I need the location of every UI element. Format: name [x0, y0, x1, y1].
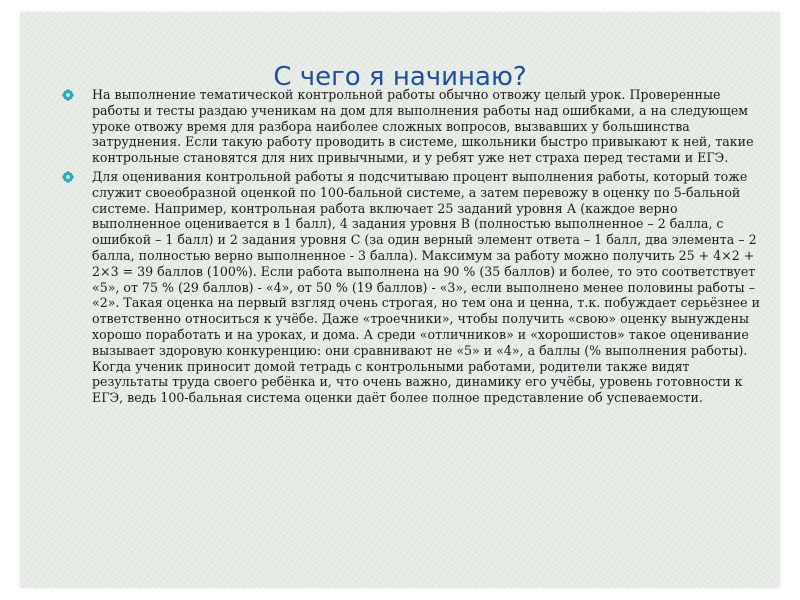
bullet-paragraph	[62, 169, 762, 406]
bullet-paragraph	[62, 87, 762, 166]
slide-content	[62, 87, 762, 409]
bullet-text: Для оценивания контрольной работы я подсчитываю процент выполнения работы, который тоже служит своеобразной оценкой по 100-бальной системе, а затем перевожу в оценку по 5-бальной системе. Например, контрольная работа включает 25 заданий уровня А (каждое верно выполненное оценивается в 1 балл), 4 задания уровня В (полностью выполненное – 2 балла, с ошибкой – 1 балл) и 2 задания уровня С (за один верный элемент ответа – 1 балл, два элемента – 2 балла, полностью верно выполненное - 3 балла). Максимум за работу можно получить 25 + 4×2 + 2×3 = 39 баллов (100%). Если работа выполнена на 90 % (35 баллов) и более, то это соответствует «5», от 75 % (29 баллов) - «4», от 50 % (19 баллов) - «3», если выполнено менее половины работы – «2». Такая оценка на первый взгляд очень строгая, но тем она и ценна, т.к. побуждает серьёзнее и ответственно относиться к учёбе. Даже «троечники», чтобы получить «свою» оценку вынуждены хорошо поработать и на уроках, и дома. А среди «отличников» и «хорошистов» такое оценивание вызывает здоровую конкуренцию: они сравнивают не «5» и «4», а баллы (% выполнения работы). Когда ученик приносит домой тетрадь с контрольными работами, родители также видят результаты труда своего ребёнка и, что очень важно, динамику его учёбы, уровень готовности к ЕГЭ, ведь 100-бальная система оценки даёт более полное представление об успеваемости.	[92, 168, 760, 406]
teal-flower-bullet-icon	[62, 171, 74, 183]
slide-title: С чего я начинаю?	[273, 62, 527, 92]
teal-flower-bullet-icon	[62, 89, 74, 101]
bullet-text: На выполнение тематической контрольной работы обычно отвожу целый урок. Проверенные работы и тесты раздаю ученикам на дом для выполнения работы над ошибками, а на следующем уроке отвожу время для разбора наиболее сложных вопросов, вызвавших у большинства затруднения. Если такую работу проводить в системе, школьники быстро привыкают к ней, такие контрольные становятся для них привычными, и у ребят уже нет страха перед тестами и ЕГЭ.	[92, 87, 754, 166]
